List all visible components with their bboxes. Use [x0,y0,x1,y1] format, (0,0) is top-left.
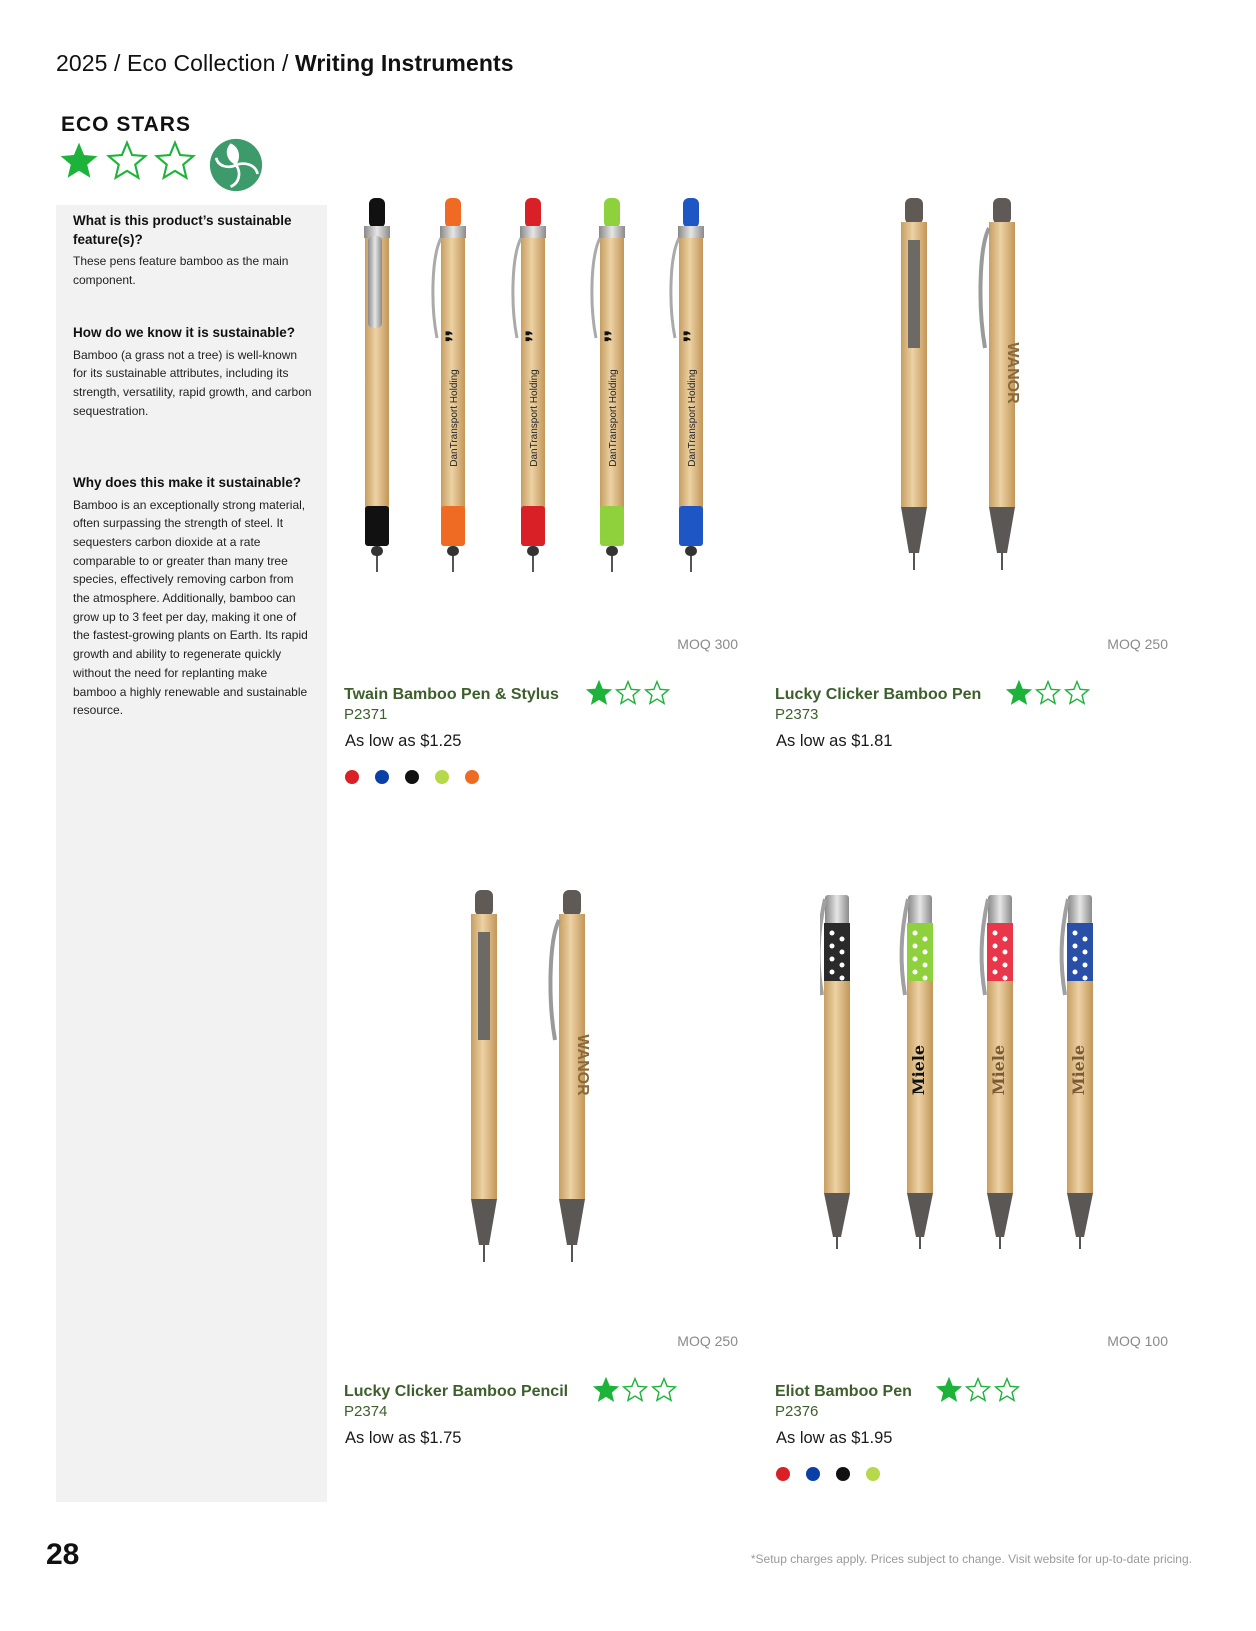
star-outline-icon [965,1377,991,1403]
color-swatch[interactable] [836,1467,850,1481]
eliot-pen [982,895,1013,1249]
sustainable-feature-section [73,212,313,289]
svg-text:❜❜: ❜❜ [681,330,701,342]
color-swatch[interactable] [866,1467,880,1481]
eliot-pen [820,895,850,1249]
pen-imprint-text: Miele [1069,1044,1088,1096]
answer-text: Bamboo is an exceptionally strong material, often surpassing the strength of steel. It sequesters carbon dioxide at a rate comparable to or greater than many tree species, effectively removing carbon from the atmosphere. Additionally, bamboo can grow up to 3 feet per day, making it one of the fastest-growing plants on Earth. Its rapid growth and ability to regenerate quickly without the need for replanting make bamboo a highly renewable and sustainable resource. [73,497,308,718]
eco-stars-rating [58,140,196,182]
answer-text: These pens feature bamboo as the main component. [73,254,289,287]
svg-text:❜❜: ❜❜ [602,330,622,342]
twain-pen [513,198,546,572]
svg-text:❜❜: ❜❜ [523,330,543,342]
twain-pen [364,198,390,572]
twain-pen [592,198,625,572]
lucky-clicker-pen-product-image [890,198,1050,598]
answer-text: Bamboo (a grass not a tree) is well-known for its sustainable attributes, including its strength, versatility, rapid growth, and carbon sequestration. [73,347,312,418]
pen-imprint-text: DanTransport Holding [608,369,619,467]
product-price: As low as $1.25 [345,732,462,750]
pen-imprint-text: DanTransport Holding [529,369,540,467]
eco-stars-title: ECO STARS [61,113,191,136]
star-filled-icon [936,1377,962,1403]
star-filled-icon [58,140,100,182]
product-name: Eliot Bamboo Pen [775,1383,912,1400]
product-name: Lucky Clicker Bamboo Pencil [344,1383,569,1400]
star-outline-icon [1064,680,1090,706]
product-price: As low as $1.81 [776,732,893,750]
product-code: P2373 [775,706,819,723]
twain-pen [671,198,704,572]
product-code: P2376 [775,1403,819,1420]
star-outline-icon [154,140,196,182]
product-name: Lucky Clicker Bamboo Pen [775,686,982,703]
product-eco-rating [586,680,670,706]
product-eco-rating [593,1377,677,1403]
color-swatch[interactable] [345,770,359,784]
product-price: As low as $1.95 [776,1429,893,1447]
lucky-clicker-pencil-product-image [460,890,620,1290]
pricing-footnote: *Setup charges apply. Prices subject to change. Visit website for up-to-date pricing. [750,1552,1192,1566]
clicker-pen [471,890,497,1262]
eliot-pen-product-image [820,895,1140,1275]
twain-pen [433,198,466,572]
star-outline-icon [651,1377,677,1403]
star-filled-icon [586,680,612,706]
star-filled-icon [1006,680,1032,706]
pen-imprint-text: DanTransport Holding [687,369,698,467]
moq-label: MOQ 250 [677,1333,738,1349]
color-swatches [776,1467,880,1481]
color-swatches [345,770,479,784]
product-eco-rating [1006,680,1090,706]
moq-label: MOQ 100 [1107,1333,1168,1349]
question-heading: How do we know it is sustainable? [73,325,296,340]
color-swatch[interactable] [405,770,419,784]
product-eco-rating [936,1377,1020,1403]
pen-imprint-text: WANOR [1004,342,1021,404]
star-outline-icon [1035,680,1061,706]
star-outline-icon [106,140,148,182]
clicker-pen [550,890,591,1262]
star-filled-icon [593,1377,619,1403]
why-sustainable-section [73,474,313,720]
moq-label: MOQ 300 [677,636,738,652]
product-price: As low as $1.75 [345,1429,462,1447]
breadcrumb [56,50,514,77]
color-swatch[interactable] [465,770,479,784]
product-code: P2371 [344,706,388,723]
star-outline-icon [644,680,670,706]
clicker-pen [980,198,1021,570]
moq-label: MOQ 250 [1107,636,1168,652]
product-code: P2374 [344,1403,388,1420]
pen-imprint-text: DanTransport Holding [449,369,460,467]
color-swatch[interactable] [776,1467,790,1481]
star-outline-icon [615,680,641,706]
color-swatch[interactable] [375,770,389,784]
question-heading: What is this product’s sustainable feature(s)? [73,213,292,247]
pen-imprint-text: WANOR [574,1034,591,1096]
question-heading: Why does this make it sustainable? [73,475,302,490]
recycle-leaf-icon [209,138,263,192]
color-swatch[interactable] [435,770,449,784]
page-number: 28 [46,1538,80,1571]
pen-imprint-text: Miele [909,1044,928,1096]
star-outline-icon [622,1377,648,1403]
twain-pen-product-image [350,198,730,598]
clicker-pen [901,198,927,570]
eliot-pen [902,895,933,1249]
pen-imprint-text: Miele [989,1044,1008,1096]
eliot-pen [1062,895,1093,1249]
breadcrumb-prefix: 2025 / Eco Collection / [56,50,295,76]
breadcrumb-current: Writing Instruments [294,50,514,76]
star-outline-icon [994,1377,1020,1403]
svg-text:❜❜: ❜❜ [443,330,463,342]
product-name: Twain Bamboo Pen & Stylus [344,686,559,703]
color-swatch[interactable] [806,1467,820,1481]
how-we-know-section [73,324,313,420]
